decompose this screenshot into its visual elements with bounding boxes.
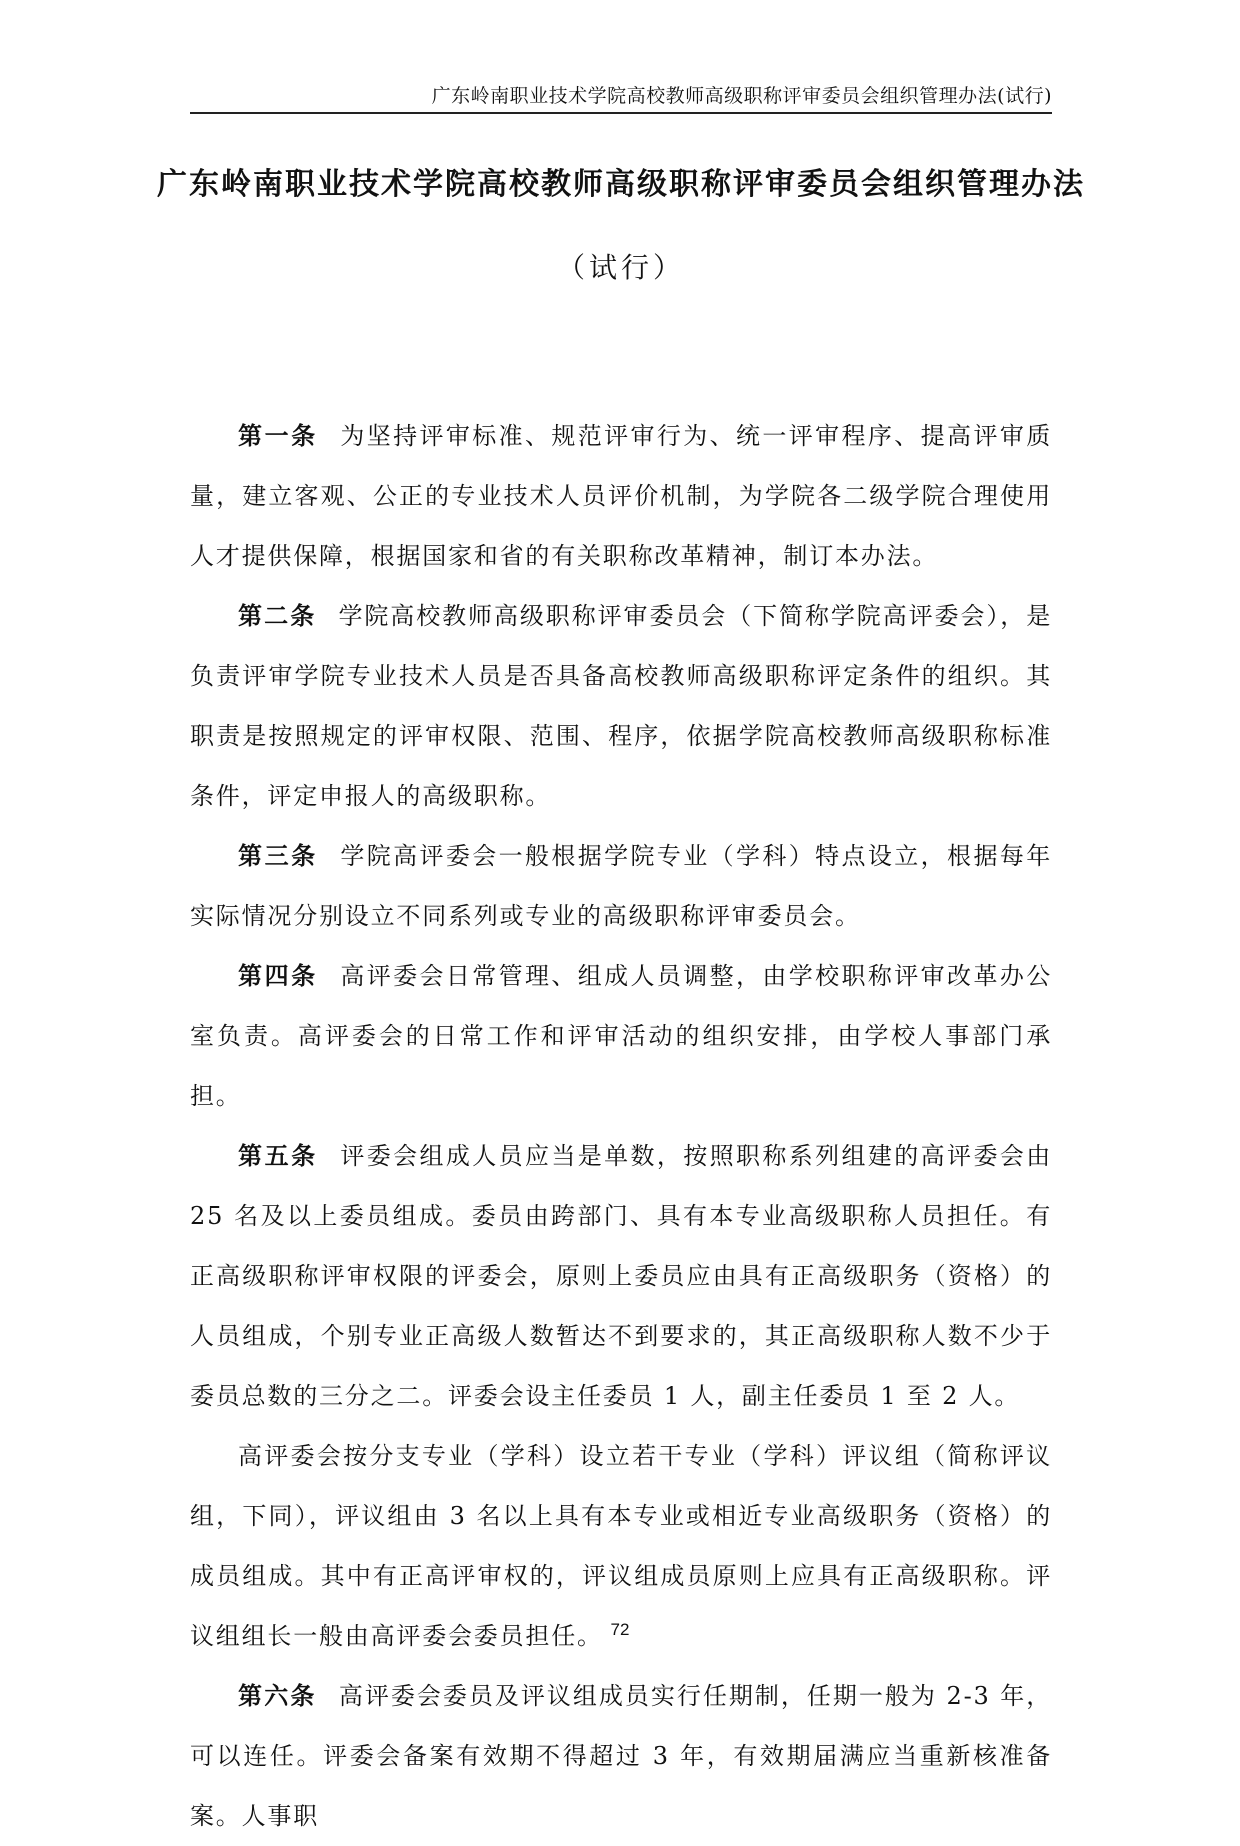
- article-6: [190, 1666, 1052, 1846]
- article-2: [190, 586, 1052, 826]
- article-label: 第三条: [238, 842, 318, 870]
- article-text: 高评委会按分支专业（学科）设立若干专业（学科）评议组（简称评议组，下同），评议组由 3 名以上具有本专业或相近专业高级职务（资格）的成员组成。其中有正高评审权的，评议组成员原则上应具有正高级职称。评议组组长一般由高评委会委员担任。: [190, 1442, 1052, 1650]
- article-text: 为坚持评审标准、规范评审行为、统一评审程序、提高评审质量，建立客观、公正的专业技术人员评价机制，为学院各二级学院合理使用人才提供保障，根据国家和省的有关职称改革精神，制订本办法。: [190, 422, 1052, 570]
- article-text: 学院高校教师高级职称评审委员会（下简称学院高评委会），是负责评审学院专业技术人员是否具备高校教师高级职称评定条件的组织。其职责是按照规定的评审权限、范围、程序，依据学院高校教师高级职称标准条件，评定申报人的高级职称。: [190, 602, 1053, 810]
- article-text: 评委会组成人员应当是单数，按照职称系列组建的高评委会由 25 名及以上委员组成。委员由跨部门、具有本专业高级职称人员担任。有正高级职称评审权限的评委会，原则上委员应由具有正高级职务（资格）的人员组成，个别专业正高级人数暂达不到要求的，其正高级职称人数不少于委员总数的三分之二。评委会设主任委员 1 人，副主任委员 1 至 2 人。: [190, 1142, 1052, 1410]
- page-number: 72: [610, 1620, 630, 1639]
- article-text: 学院高评委会一般根据学院专业（学科）特点设立，根据每年实际情况分别设立不同系列或专业的高级职称评审委员会。: [190, 842, 1052, 930]
- article-label: 第五条: [238, 1142, 318, 1170]
- document-title: 广东岭南职业技术学院高校教师高级职称评审委员会组织管理办法: [157, 167, 1085, 202]
- article-5: [190, 1126, 1052, 1426]
- article-4: [190, 946, 1052, 1126]
- article-label: 第一条: [238, 422, 318, 450]
- article-1: [190, 406, 1052, 586]
- document-subtitle: （试行）: [556, 251, 685, 284]
- article-label: 第四条: [238, 962, 318, 990]
- article-label: 第六条: [238, 1682, 317, 1710]
- article-text: 高评委会委员及评议组成员实行任期制，任期一般为 2-3 年，可以连任。评委会备案有效期不得超过 3 年，有效期届满应当重新核准备案。人事职: [190, 1682, 1052, 1830]
- article-label: 第二条: [238, 602, 317, 630]
- running-header: 广东岭南职业技术学院高校教师高级职称评审委员会组织管理办法(试行): [431, 85, 1052, 107]
- article-text: 高评委会日常管理、组成人员调整，由学校职称评审改革办公室负责。高评委会的日常工作和评审活动的组织安排，由学校人事部门承担。: [190, 962, 1052, 1110]
- article-3: [190, 826, 1052, 946]
- header-rule: [190, 112, 1052, 114]
